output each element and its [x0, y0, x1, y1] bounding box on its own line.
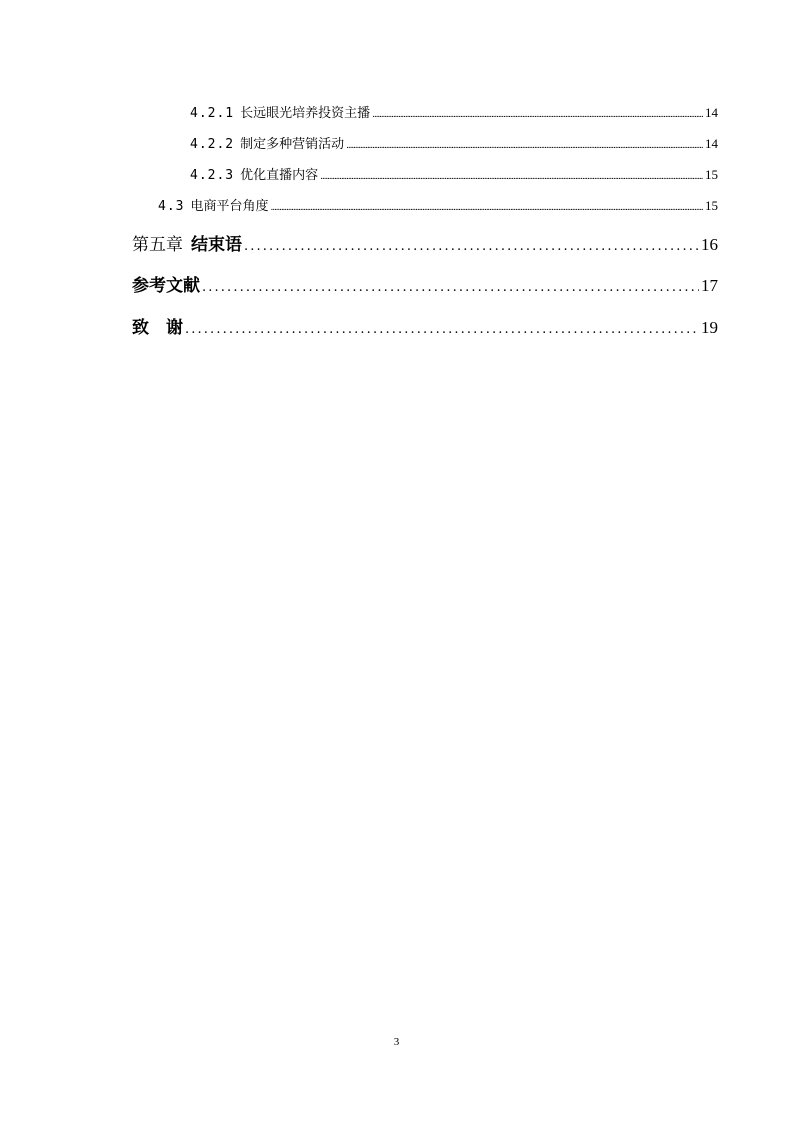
- toc-entry-number: 4.2.1: [190, 106, 235, 121]
- dot-leader: [185, 318, 699, 338]
- toc-entry-number: 4.2.2: [190, 137, 235, 152]
- toc-entry-page: 19: [701, 318, 718, 337]
- dot-leader: [244, 235, 699, 255]
- toc-entry-acknowledgements[interactable]: [132, 313, 718, 338]
- toc-entry-chapter-5[interactable]: [132, 230, 718, 255]
- toc-entry-page: 14: [705, 105, 718, 120]
- dot-leader: [320, 168, 703, 183]
- toc-entry-page: 15: [705, 198, 718, 213]
- toc-entry-number: 第五章: [132, 235, 183, 255]
- dot-leader: [346, 137, 703, 152]
- toc-entry-page: 16: [701, 235, 718, 254]
- dot-leader: [202, 276, 699, 296]
- toc-entry-title: 致 谢: [132, 318, 183, 338]
- toc-entry-4-3[interactable]: [158, 195, 718, 214]
- toc-entry-number: 4.2.3: [190, 168, 235, 183]
- toc-entry-title: 长远眼光培养投资主播: [240, 106, 371, 121]
- toc-entry-page: 17: [701, 276, 718, 295]
- page-number: 3: [393, 1036, 400, 1048]
- toc-entry-title: 结束语: [191, 235, 242, 255]
- toc-entry-number: 4.3: [158, 199, 185, 214]
- toc-entry-title: 优化直播内容: [240, 168, 319, 183]
- toc-entry-4-2-1[interactable]: [190, 102, 718, 121]
- dot-leader: [372, 106, 703, 121]
- toc-entry-4-2-2[interactable]: [190, 133, 718, 152]
- dot-leader: [271, 199, 704, 214]
- toc-entry-page: 15: [705, 167, 718, 182]
- toc-entry-title: 电商平台角度: [190, 199, 269, 214]
- toc-entry-title: 参考文献: [132, 276, 200, 296]
- toc-entry-title: 制定多种营销活动: [240, 137, 345, 152]
- toc-entry-page: 14: [705, 136, 718, 151]
- toc-entry-references[interactable]: [132, 271, 718, 296]
- toc-entry-4-2-3[interactable]: [190, 164, 718, 183]
